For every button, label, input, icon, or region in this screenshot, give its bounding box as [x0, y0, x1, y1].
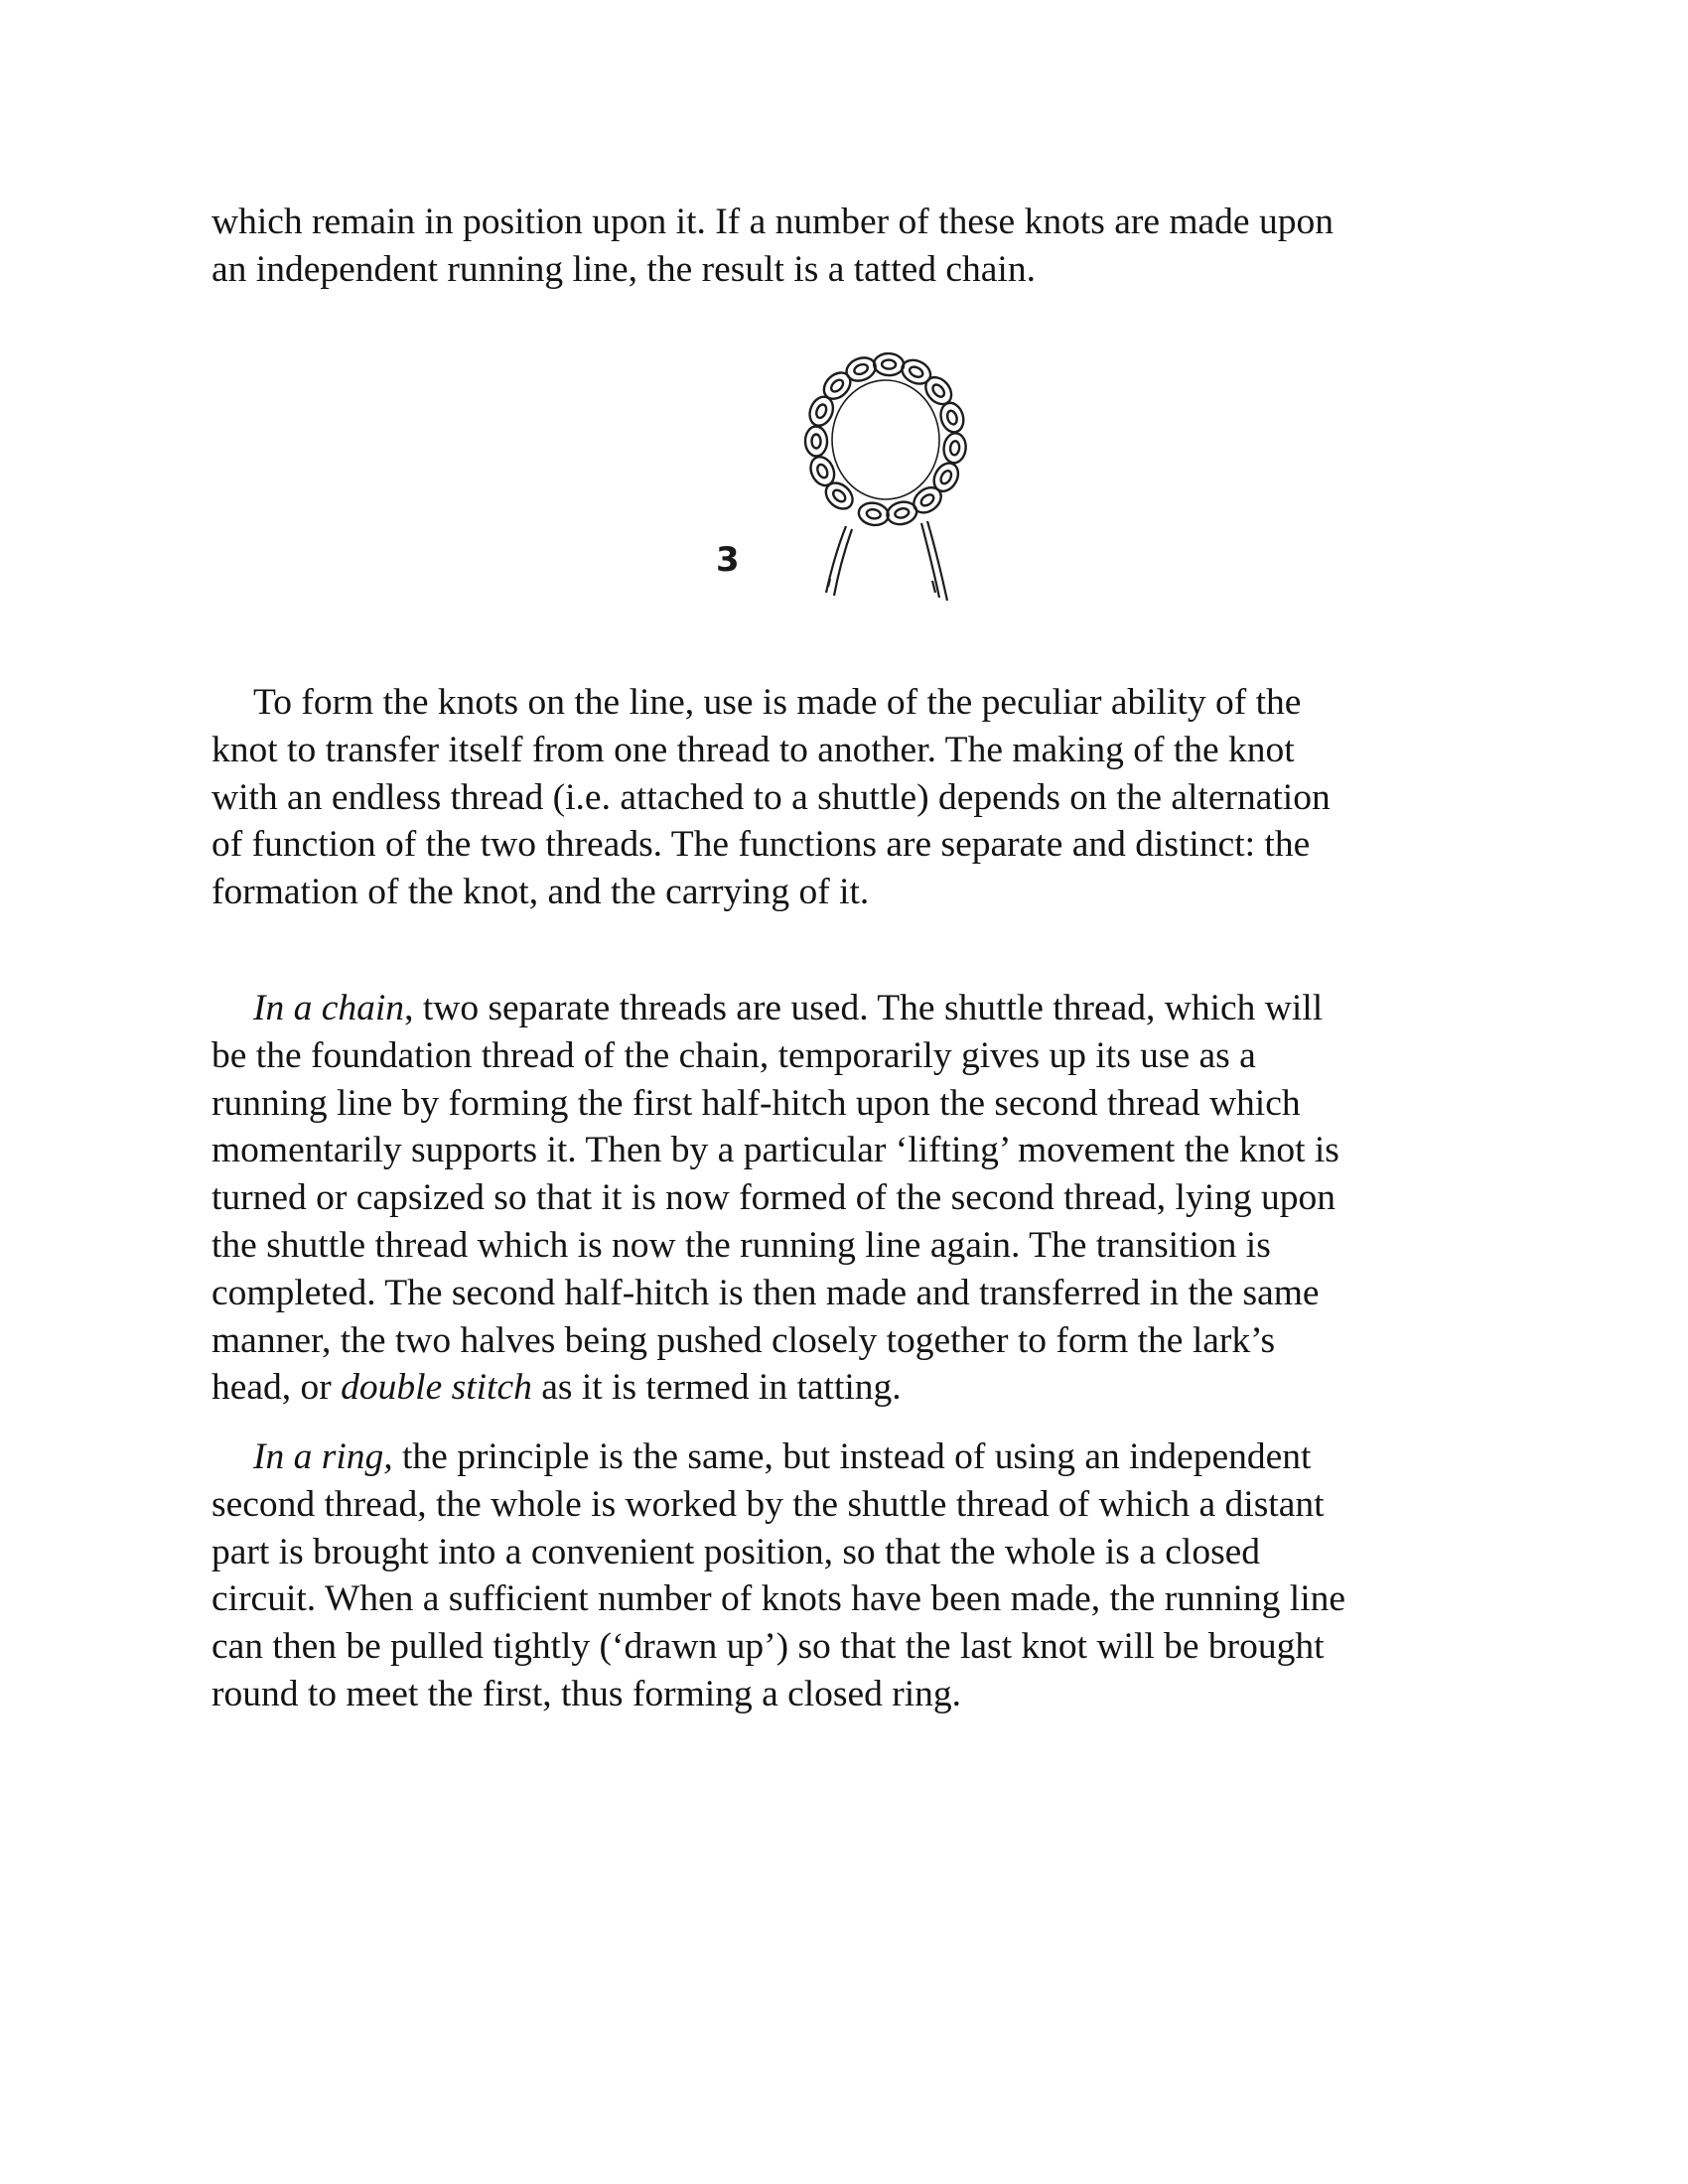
knot-hole — [831, 487, 847, 503]
text-line: can then be pulled tightly (‘drawn up’) so that the last knot will be brought — [211, 1626, 1325, 1668]
knot-hole — [894, 507, 910, 519]
text-run: head, or — [211, 1367, 342, 1409]
knot-loop — [821, 478, 858, 513]
paragraph-in-a-chain — [211, 985, 1502, 1412]
knot-hole — [882, 359, 896, 369]
text-line: round to meet the first, thus forming a closed ring. — [211, 1673, 962, 1714]
knot-hole — [919, 492, 936, 508]
knot-hole — [949, 441, 959, 456]
paragraph-continuation — [211, 199, 1502, 294]
text-line: To form the knots on the line, use is made of the peculiar ability of the — [253, 682, 1302, 723]
knot-loop — [843, 353, 879, 384]
knot-loop — [937, 400, 967, 435]
text-line: momentarily supports it. Then by a particular ‘lifting’ movement the knot is — [211, 1130, 1339, 1171]
text-line — [211, 985, 1502, 1032]
knot-hole — [938, 469, 953, 485]
figure-3 — [695, 352, 1013, 611]
knot-hole — [811, 434, 820, 448]
text-line — [211, 1433, 1502, 1481]
ring-inner-edge — [832, 380, 939, 499]
text-line: be the foundation thread of the chain, temporarily gives up its use as a — [211, 1034, 1256, 1076]
knot-hole — [866, 508, 881, 519]
text-line: circuit. When a sufficient number of knots have been made, the running line — [211, 1578, 1346, 1620]
paragraph-in-a-ring — [211, 1433, 1502, 1718]
knot-hole — [908, 365, 924, 379]
text-line: completed. The second half-hitch is then made and transferred in the same — [211, 1272, 1320, 1313]
text-line: of function of the two threads. The functions are separate and distinct: the — [211, 824, 1311, 866]
text-line: second thread, the whole is worked by the shuttle thread of which a distant — [211, 1483, 1325, 1525]
knot-loop — [909, 482, 945, 518]
text-line: which remain in position upon it. If a number of these knots are made upon — [211, 202, 1334, 242]
text-run: the principle is the same, but instead of using an independent — [392, 1436, 1312, 1477]
knot-loop — [857, 500, 890, 527]
tatted-ring-icon — [794, 352, 993, 611]
italic-term: double stitch — [341, 1367, 532, 1409]
text-line: part is brought into a convenient position, so that the whole is a closed — [211, 1531, 1261, 1572]
text-line: running line by forming the first half-hitch upon the second thread which — [211, 1082, 1301, 1124]
text-line: the shuttle thread which is now the running line again. The transition is — [211, 1224, 1271, 1266]
text-line: an independent running line, the result is a tatted chain. — [211, 248, 1036, 290]
knot-loop — [805, 426, 828, 456]
knot-hole — [815, 463, 829, 478]
knot-hole — [829, 377, 845, 393]
knot-hole — [853, 362, 869, 375]
figure-label: 3 — [716, 540, 740, 580]
text-line: manner, the two halves being pushed closely together to form the lark’s — [211, 1319, 1276, 1361]
knot-hole — [930, 382, 946, 398]
paragraph-knot-transfer — [211, 679, 1502, 916]
knot-loop — [942, 432, 967, 464]
knot-loop — [819, 367, 856, 404]
text-line: knot to transfer itself from one thread to another. The making of the knot — [211, 729, 1295, 770]
text-line — [211, 1364, 1502, 1412]
text-run: as it is termed in tatting. — [531, 1367, 902, 1409]
knot-loop — [874, 352, 905, 375]
text-line: with an endless thread (i.e. attached to a shuttle) depends on the alternation — [211, 776, 1331, 818]
knot-hole — [946, 410, 959, 426]
text-line: formation of the knot, and the carrying of it. — [211, 872, 870, 913]
italic-lead: In a ring, — [253, 1436, 393, 1477]
text-line: turned or capsized so that it is now formed of the second thread, lying upon — [211, 1177, 1336, 1219]
knot-hole — [814, 403, 828, 419]
italic-lead: In a chain — [253, 988, 405, 1028]
text-run: , two separate threads are used. The shuttle thread, which will — [404, 988, 1324, 1028]
